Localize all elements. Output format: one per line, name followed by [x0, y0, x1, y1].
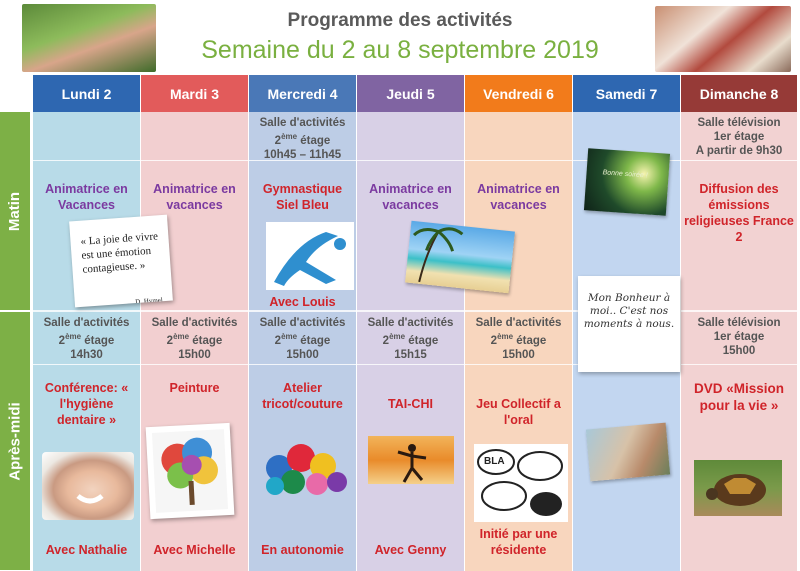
lundi-afternoon-with: Avec Nathalie — [45, 543, 128, 557]
day-header-lundi: Lundi 2 — [33, 75, 140, 112]
period-label-morning: Matin — [0, 112, 30, 310]
reading-image — [586, 423, 670, 482]
day-header-mardi: Mardi 3 — [141, 75, 248, 112]
page-subtitle: Semaine du 2 au 8 septembre 2019 — [201, 36, 599, 64]
mercredi-morning-with: Avec Louis — [269, 295, 336, 309]
header-photo-residents — [655, 6, 791, 72]
dimanche-afternoon-activity: DVD «Mission pour la vie » — [693, 381, 785, 413]
mardi-afternoon-with: Avec Michelle — [153, 543, 236, 557]
bonheur-card: Mon Bonheur à moi.. C'est nos moments à nous. — [578, 276, 680, 372]
dimanche-morning-place: Salle télévision 1er étage A partir de 9h30 — [695, 117, 783, 157]
mardi-morning-activity: Animatrice en vacances — [153, 182, 236, 212]
period-divider — [30, 310, 800, 312]
beach-image — [405, 221, 515, 294]
mercredi-morning-activity: Gymnastique Siel Bleu — [262, 182, 343, 212]
lundi-afternoon-place: Salle d'activités 2ème étage 14h30 — [43, 317, 130, 361]
mercredi-afternoon-place: Salle d'activités 2ème étage 15h00 — [259, 317, 346, 361]
vendredi-afternoon-place: Salle d'activités 2ème étage 15h00 — [475, 317, 562, 361]
mercredi-morning-place: Salle d'activités 2ème étage 10h45 – 11h45 — [259, 117, 346, 161]
tree-painting-image — [146, 423, 235, 519]
mardi-afternoon-activity: Peinture — [169, 381, 220, 395]
mercredi-afternoon-activity: Atelier tricot/couture — [262, 381, 343, 411]
dimanche-afternoon-place: Salle télévision 1er étage 15h00 — [697, 317, 781, 357]
row-divider — [30, 160, 800, 161]
bonne-soiree-image: Bonne soirée ! — [584, 148, 670, 216]
jeudi-afternoon-place: Salle d'activités 2ème étage 15h15 — [367, 317, 454, 361]
lundi-afternoon-activity: Conférence: « l'hygiène dentaire » — [44, 381, 129, 427]
mardi-afternoon-place: Salle d'activités 2ème étage 15h00 — [151, 317, 238, 361]
smiling-woman-image — [42, 452, 134, 520]
header-photo-gardening — [22, 4, 156, 72]
jeudi-afternoon-activity: TAI-CHI — [388, 397, 433, 411]
day-header-mercredi: Mercredi 4 — [249, 75, 356, 112]
row-divider — [30, 364, 800, 365]
dimanche-morning-activity: Diffusion des émissions religieuses France 2 — [684, 182, 794, 244]
jeudi-morning-activity: Animatrice en vacances — [369, 182, 452, 212]
vendredi-morning-activity: Animatrice en vacances — [477, 182, 560, 212]
quote-card: « La joie de vivre est une émotion contagieuse. » D. Hymel — [69, 215, 173, 308]
bla-bla-image — [474, 444, 568, 522]
vendredi-afternoon-activity: Jeu Collectif a l'oral — [476, 397, 561, 427]
day-header-vendredi: Vendredi 6 — [465, 75, 572, 112]
mercredi-afternoon-with: En autonomie — [261, 543, 344, 557]
tortoise-image — [694, 460, 782, 516]
page-title: Programme des activités — [287, 10, 513, 31]
yarn-balls-image — [263, 428, 349, 496]
vendredi-afternoon-with: Initié par une résidente — [479, 527, 558, 557]
tai-chi-image — [368, 436, 454, 484]
jeudi-afternoon-with: Avec Genny — [374, 543, 447, 557]
day-header-samedi: Samedi 7 — [573, 75, 680, 112]
bla-label: BLA — [484, 456, 505, 467]
period-label-afternoon: Après-midi — [0, 312, 30, 570]
yoga-silhouette-image — [266, 222, 354, 290]
lundi-morning-activity: Animatrice en Vacances — [45, 182, 128, 212]
day-header-dimanche: Dimanche 8 — [681, 75, 797, 112]
day-header-jeudi: Jeudi 5 — [357, 75, 464, 112]
